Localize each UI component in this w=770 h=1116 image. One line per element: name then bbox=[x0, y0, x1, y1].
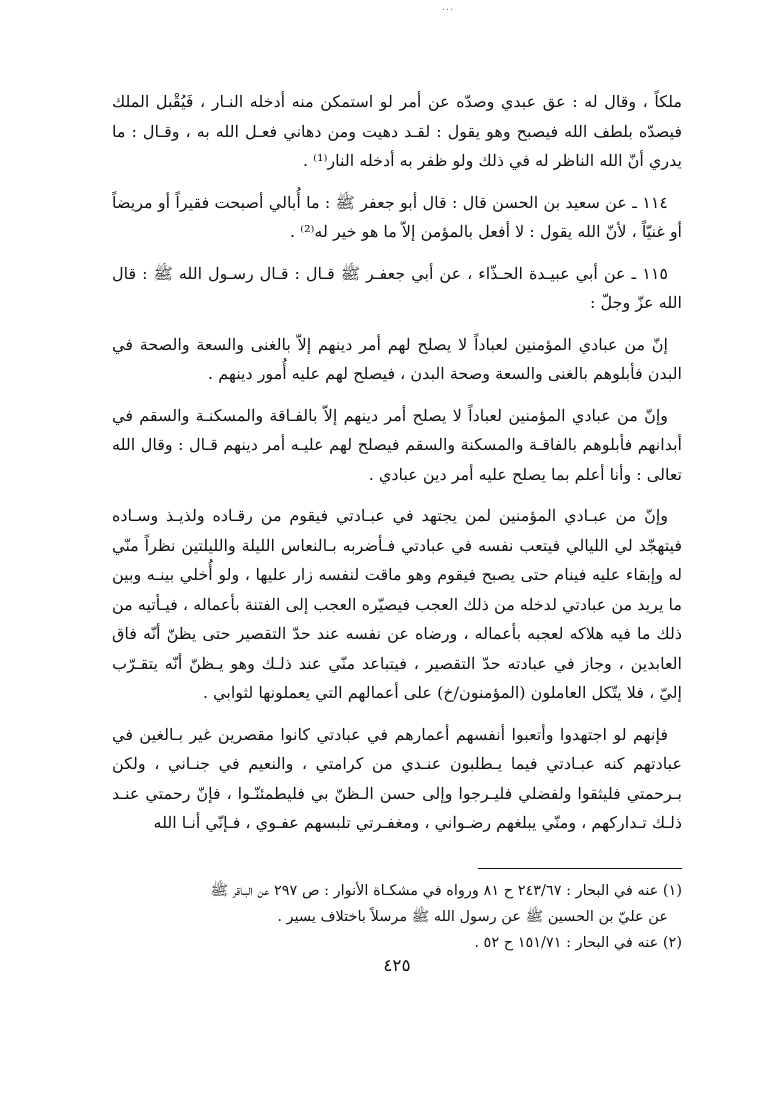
book-page bbox=[112, 0, 682, 1116]
footnote-1-continued: عن عليّ بن الحسين ﷺ عن رسول الله ﷺ مرسلاً باختلاف يسير . bbox=[277, 909, 668, 925]
paragraph-5: وإنّ من عبادي المؤمنين لعباداً لا يصلح أمر دينهم إلاّ بالفـاقة والمسكنـة والسقم في أبدانهم فأبلوهم بالفاقـة والمسكنة والسقم فيصلح لهم عليـه أمر دينهم قـال : وقال الله تعالى : وأنا أعلم بما يصلح عليه أمر دين عبادي . bbox=[112, 405, 682, 484]
page-top-mark: ... bbox=[441, 2, 455, 13]
paragraph-7: فإنهم لو اجتهدوا وأتعبوا أنفسهم أعمارهم في عبادتي كانوا مقصرين غير بـالغين في عبادتهم كنه عبـادتي فيما يـطلبون عنـدي من كرامتي ، والنعيم في جنـاني ، ولكن بـرحمتي فليثقوا ولفضلي فليـرجوا وإلى حسن الـظنّ بي فليطمئنّـوا ، فإنّ رحمتي عنـد ذلـك تـداركهم ، ومنّي يبلغهم رضـواني ، ومغفـرتي تلبسهم عفـوي ، فـإنّي أنـا الله bbox=[112, 724, 682, 832]
paragraph-6: وإنّ من عبـادي المؤمنين لمن يجتهد في عبـادتي فيقوم من رقـاده ولذيـذ وسـاده فيتهجّد لي الليالي فيتعب نفسه في عبادتي فـأضربه بـالنعاس الليلة والليلتين نظراً منّي له وإبقاء عليه فينام حتى يصبح فيقوم وهو ماقت لنفسه زار عليها ، ولو أُخلي بينـه وبين ما يريد من عبادتي لدخله من ذلك العجب فيصيّره العجب إلى الفتنة بأعماله ، فيـأتيه من ذلك ما فيه هلاكه لعجبه بأعماله ، ورضاه عن نفسه عند حدّ التقصير حتى يظنّ أنّه فاق العابدين ، وجاز في عبادته حدّ التقصير ، فيتباعد منّي عند ذلـك وهو يـظنّ أنّه يتقـرّب إليّ ، فلا يتّكل العاملون (المؤمنون/خ) على أعمالهم التي يعملونها لثوابي . bbox=[112, 506, 682, 702]
page-number: ٤٢٥ bbox=[383, 956, 411, 976]
footnotes bbox=[112, 878, 682, 956]
footnote-2: (٢) عنه في البحار : ١٥١/٧١ ح ٥٢ . bbox=[474, 935, 682, 951]
main-text bbox=[112, 87, 682, 838]
paragraph-4: إنّ من عبادي المؤمنين لعباداً لا يصلح لهم أمر دينهم إلاّ بالغنى والسعة والصحة في البدن فأبلوهم بالغنى والسعة وصحة البدن ، فيصلح لهم عليه أُمور دينهم . bbox=[112, 334, 682, 383]
hadith-114: ١١٤ ـ عن سعيد بن الحسن قال : قال أبو جعفر ﷺ : ما أُبالي أصبحت فقيراً أو مريضاً أو غنيّاً ، لأنّ الله يقول : لا أفعل بالمؤمن إلاّ ما هو خير له⁽²⁾ . bbox=[112, 192, 682, 241]
footnote-divider bbox=[478, 868, 682, 869]
paragraph-1: ملكاً ، وقال له : عق عبدي وصدّه عن أمر لو استمكن منه أدخله النـار ، فَيُقْبل الملك فيصدّه بلطف الله فيصبح وهو يقول : لقـد دهيت ومن دهاني فعـل الله به ، وقـال : ما يدري أنّ الله الناظر له في ذلك ولو ظفر به أدخله النار⁽¹⁾ . bbox=[112, 92, 683, 170]
hadith-115: ١١٥ ـ عن أبي عبيـدة الحـذّاء ، عن أبي جعفـر ﷺ قـال : قـال رسـول الله ﷺ : قال الله عزّ وجلّ : bbox=[112, 263, 682, 312]
footnote-1: (١) عنه في البحار : ٢٤٣/٦٧ ح ٨١ ورواه في مشكـاة الأنوار : ص ٢٩٧ عن البـاقر ﷺ bbox=[210, 883, 682, 899]
